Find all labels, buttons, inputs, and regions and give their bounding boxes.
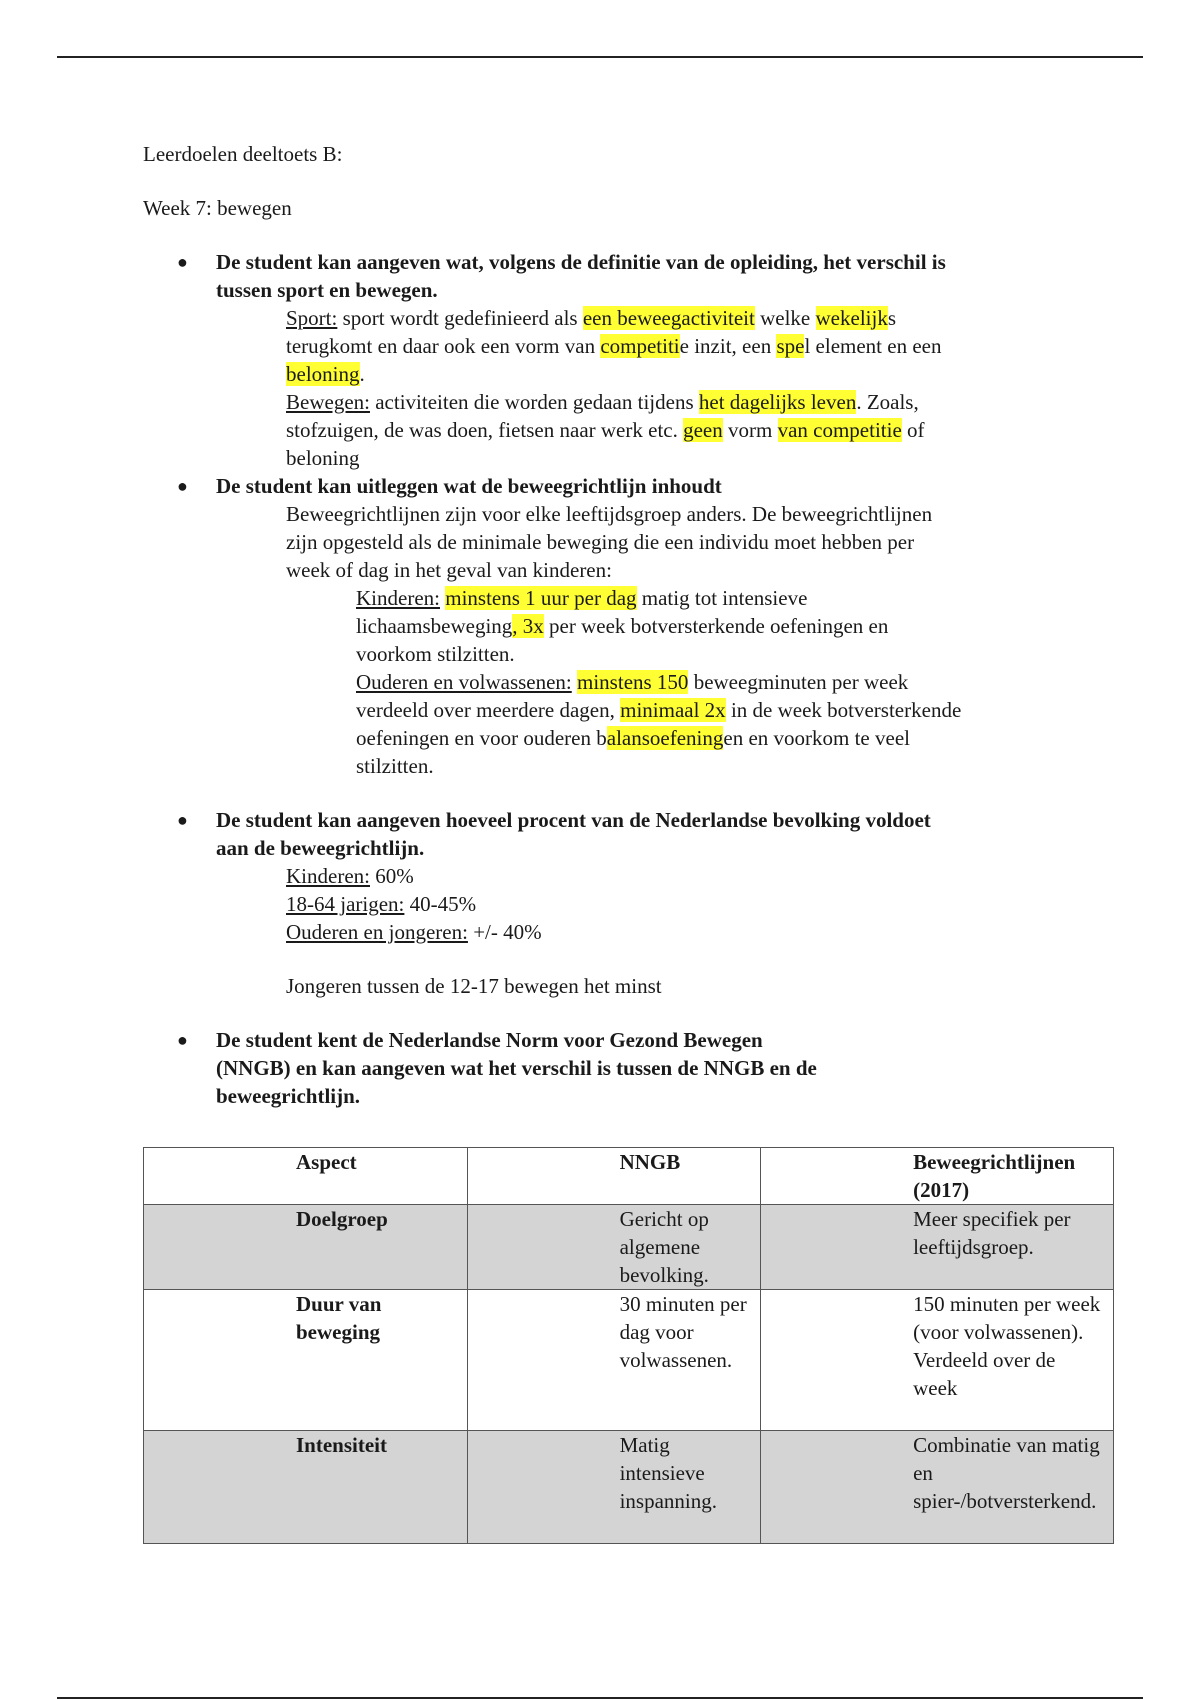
table-row: [144, 1431, 1114, 1544]
table-header: NNGB: [619, 1150, 681, 1174]
table-header: Beweegrichtlijnen (2017): [913, 1150, 1076, 1202]
bullet-title: De student kent de Nederlandse Norm voor Gezond Bewegen (NNGB) en kan aangeven wat het verschil is tussen de NNGB en de beweegrichtlijn.: [216, 1028, 817, 1108]
table-header-row: [144, 1148, 1114, 1205]
bullet-icon: ●: [177, 476, 188, 496]
comparison-table: [143, 1147, 1114, 1544]
table-cell: Combinatie van matig en spier-/botversterkend.: [913, 1433, 1100, 1513]
document-body: [143, 140, 1103, 1110]
table-cell: 30 minuten per dag voor volwassenen.: [619, 1292, 747, 1372]
bullet-title: De student kan aangeven wat, volgens de definitie van de opleiding, het verschil is tussen sport en bewegen.: [216, 250, 946, 302]
table-row: [144, 1290, 1114, 1431]
sport-definition: Sport: sport wordt gedefinieerd als een beweegactiviteit welke wekelijks terugkomt en daar ook een vorm van competitie inzit, een spel element en een beloning.: [286, 306, 942, 386]
table-cell: Duur van beweging: [296, 1292, 382, 1344]
ouderen-richtlijn: Ouderen en volwassenen: minstens 150 beweegminuten per week verdeeld over meerdere dagen, minimaal 2x in de week botversterkende oefeningen en voor ouderen balansoefeningen en voorkom te veel stilzitten.: [356, 670, 962, 778]
table-cell: 150 minuten per week (voor volwassenen). Verdeeld over de week: [913, 1292, 1101, 1400]
bullet-nngb: [143, 1026, 1103, 1110]
table-cell: Gericht op algemene bevolking.: [619, 1207, 709, 1287]
heading: Leerdoelen deeltoets B:: [143, 142, 343, 166]
beweegrichtlijn-intro: Beweegrichtlijnen zijn voor elke leeftijdsgroep anders. De beweegrichtlijnen zijn opgesteld als de minimale beweging die een individu moet hebben per week of dag in het geval van kinderen:: [286, 502, 933, 582]
bottom-rule: [57, 1697, 1143, 1699]
bullet-icon: ●: [177, 252, 188, 272]
bullet-title: De student kan uitleggen wat de beweegrichtlijn inhoudt: [216, 474, 722, 498]
bullet-title: De student kan aangeven hoeveel procent van de Nederlandse bevolking voldoet aan de beweegrichtlijn.: [216, 808, 931, 860]
table-header: Aspect: [296, 1150, 357, 1174]
table-cell: Intensiteit: [296, 1433, 387, 1457]
table-row: [144, 1205, 1114, 1290]
week-title: Week 7: bewegen: [143, 196, 292, 220]
table-cell: Matig intensieve inspanning.: [619, 1433, 718, 1513]
percentage-list: Kinderen: 60% 18-64 jarigen: 40-45% Ouderen en jongeren: +/- 40%: [286, 864, 542, 944]
top-rule: [57, 56, 1143, 58]
percentage-note: Jongeren tussen de 12-17 bewegen het minst: [286, 974, 662, 998]
bullet-beweegrichtlijn: [143, 472, 1103, 500]
bullet-icon: ●: [177, 1030, 188, 1050]
bullet-icon: ●: [177, 810, 188, 830]
bullet-sport-vs-bewegen: [143, 248, 1103, 304]
table-cell: Doelgroep: [296, 1207, 388, 1231]
bullet-percentage: [143, 806, 1103, 862]
kinderen-richtlijn: Kinderen: minstens 1 uur per dag matig tot intensieve lichaamsbeweging, 3x per week botversterkende oefeningen en voorkom stilzitten.: [356, 586, 889, 666]
table-cell: Meer specifiek per leeftijdsgroep.: [913, 1207, 1071, 1259]
bewegen-definition: Bewegen: activiteiten die worden gedaan tijdens het dagelijks leven. Zoals, stofzuigen, de was doen, fietsen naar werk etc. geen vorm van competitie of beloning: [286, 390, 925, 470]
